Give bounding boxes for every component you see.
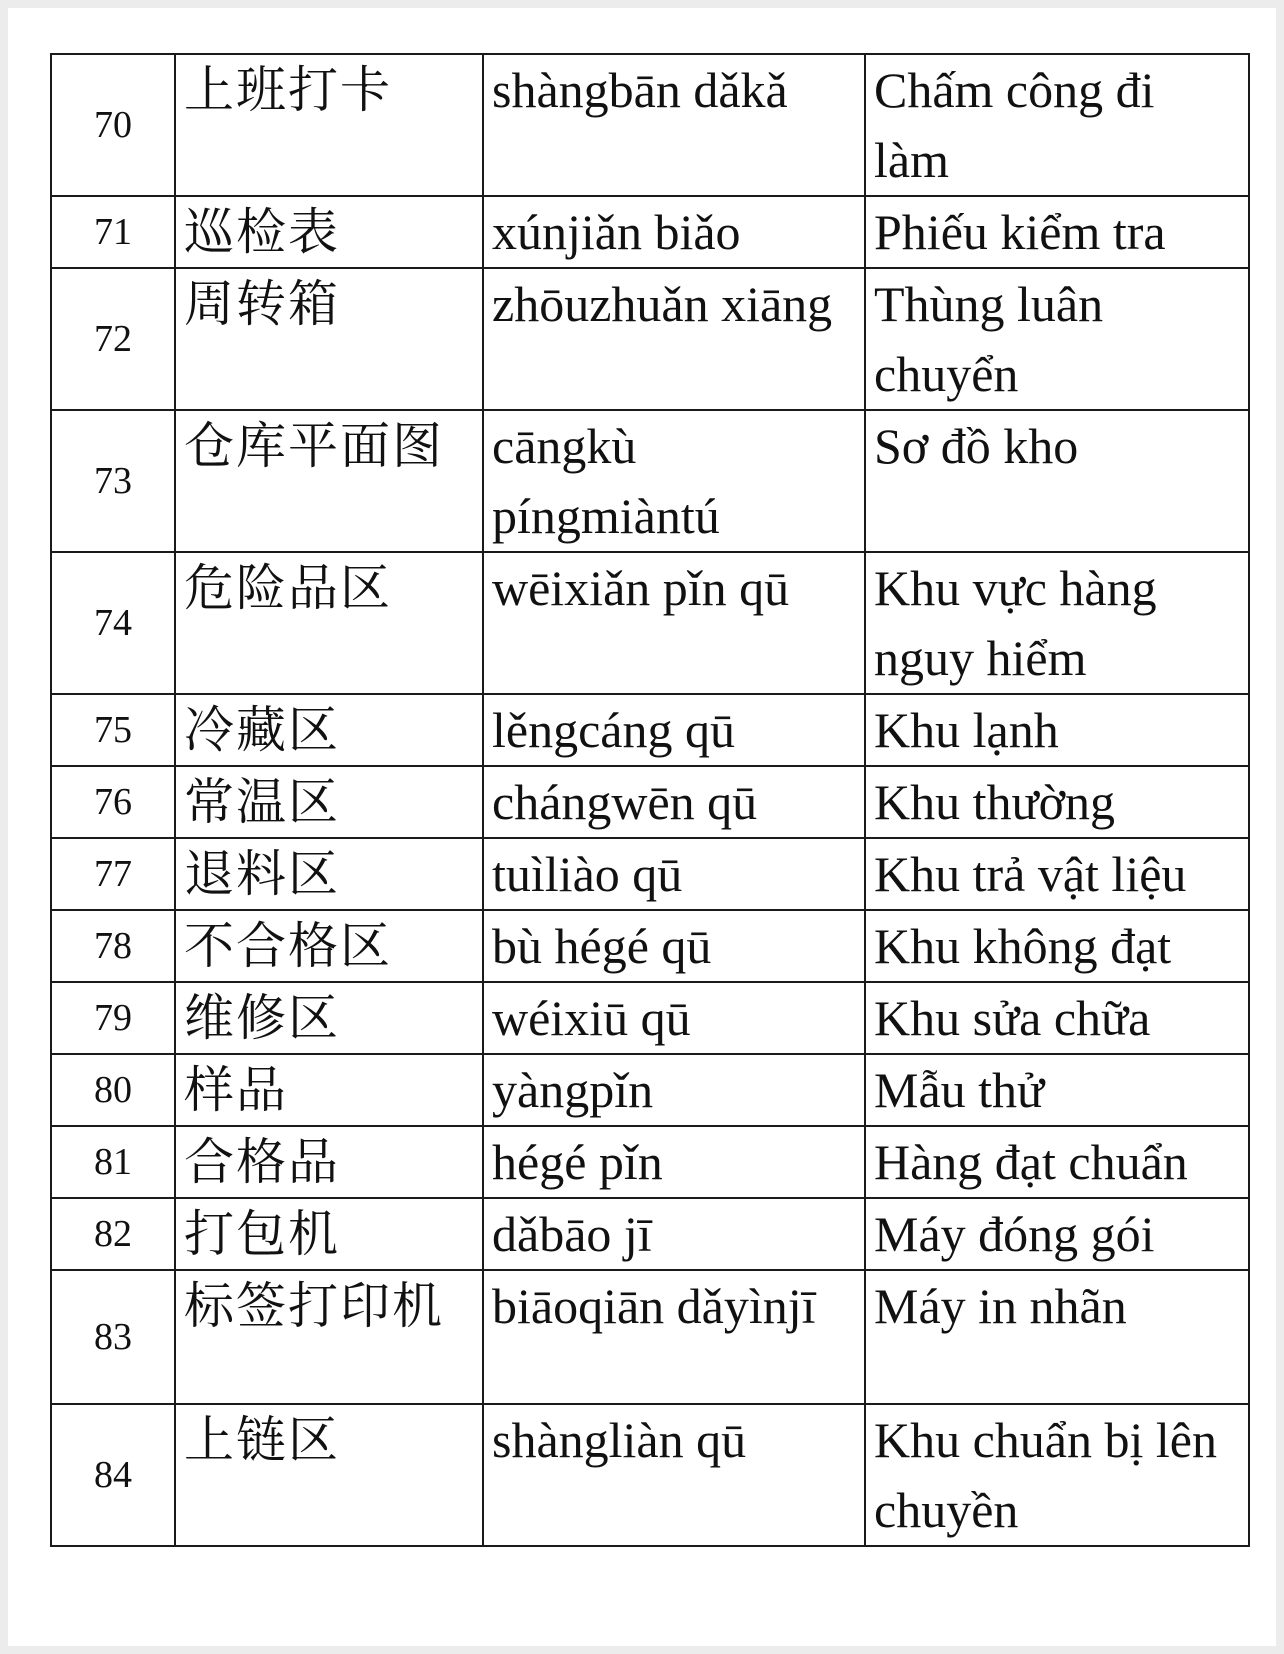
row-number: 71 — [51, 196, 175, 268]
vietnamese-meaning: Khu lạnh — [865, 694, 1249, 766]
table-row — [51, 694, 1249, 766]
vietnamese-meaning: Thùng luân chuyển — [865, 268, 1249, 410]
table-row — [51, 1198, 1249, 1270]
vietnamese-meaning: Khu vực hàng nguy hiểm — [865, 552, 1249, 694]
row-number: 75 — [51, 694, 175, 766]
chinese-term: 样品 — [175, 1054, 483, 1126]
pinyin-cell: bù hégé qū — [483, 910, 865, 982]
chinese-term: 巡检表 — [175, 196, 483, 268]
vocabulary-table — [50, 53, 1250, 1547]
pinyin-cell: cāngkù píngmiàntú — [483, 410, 865, 552]
vietnamese-meaning: Máy in nhãn — [865, 1270, 1249, 1404]
pinyin-cell: zhōuzhuǎn xiāng — [483, 268, 865, 410]
chinese-term: 冷藏区 — [175, 694, 483, 766]
pinyin-cell: shàngbān dǎkǎ — [483, 54, 865, 196]
vietnamese-meaning: Chấm công đi làm — [865, 54, 1249, 196]
row-number: 83 — [51, 1270, 175, 1404]
row-number: 72 — [51, 268, 175, 410]
vietnamese-meaning: Hàng đạt chuẩn — [865, 1126, 1249, 1198]
table-row — [51, 1270, 1249, 1404]
row-number: 74 — [51, 552, 175, 694]
pinyin-cell: wēixiǎn pǐn qū — [483, 552, 865, 694]
pinyin-cell: wéixiū qū — [483, 982, 865, 1054]
vietnamese-meaning: Mẫu thử — [865, 1054, 1249, 1126]
pinyin-cell: dǎbāo jī — [483, 1198, 865, 1270]
chinese-term: 常温区 — [175, 766, 483, 838]
row-number: 80 — [51, 1054, 175, 1126]
row-number: 84 — [51, 1404, 175, 1546]
table-row — [51, 982, 1249, 1054]
vietnamese-meaning: Khu thường — [865, 766, 1249, 838]
vocabulary-table-body — [51, 54, 1249, 1546]
row-number: 79 — [51, 982, 175, 1054]
table-row — [51, 766, 1249, 838]
table-row — [51, 910, 1249, 982]
chinese-term: 不合格区 — [175, 910, 483, 982]
vietnamese-meaning: Khu trả vật liệu — [865, 838, 1249, 910]
vietnamese-meaning: Khu sửa chữa — [865, 982, 1249, 1054]
row-number: 82 — [51, 1198, 175, 1270]
chinese-term: 周转箱 — [175, 268, 483, 410]
chinese-term: 退料区 — [175, 838, 483, 910]
chinese-term: 仓库平面图 — [175, 410, 483, 552]
chinese-term: 维修区 — [175, 982, 483, 1054]
chinese-term: 上链区 — [175, 1404, 483, 1546]
table-row — [51, 838, 1249, 910]
vietnamese-meaning: Sơ đồ kho — [865, 410, 1249, 552]
vietnamese-meaning: Khu chuẩn bị lên chuyền — [865, 1404, 1249, 1546]
table-row — [51, 196, 1249, 268]
vietnamese-meaning: Khu không đạt — [865, 910, 1249, 982]
table-row — [51, 1126, 1249, 1198]
pinyin-cell: yàngpǐn — [483, 1054, 865, 1126]
pinyin-cell: xúnjiǎn biǎo — [483, 196, 865, 268]
pinyin-cell: lěngcáng qū — [483, 694, 865, 766]
row-number: 77 — [51, 838, 175, 910]
table-row — [51, 268, 1249, 410]
chinese-term: 标签打印机 — [175, 1270, 483, 1404]
table-row — [51, 410, 1249, 552]
row-number: 73 — [51, 410, 175, 552]
vietnamese-meaning: Máy đóng gói — [865, 1198, 1249, 1270]
chinese-term: 合格品 — [175, 1126, 483, 1198]
table-row — [51, 1404, 1249, 1546]
pinyin-cell: chángwēn qū — [483, 766, 865, 838]
pinyin-cell: shàngliàn qū — [483, 1404, 865, 1546]
table-row — [51, 54, 1249, 196]
chinese-term: 上班打卡 — [175, 54, 483, 196]
chinese-term: 危险品区 — [175, 552, 483, 694]
pinyin-cell: biāoqiān dǎyìnjī — [483, 1270, 865, 1404]
row-number: 76 — [51, 766, 175, 838]
row-number: 78 — [51, 910, 175, 982]
row-number: 81 — [51, 1126, 175, 1198]
pinyin-cell: hégé pǐn — [483, 1126, 865, 1198]
table-row — [51, 1054, 1249, 1126]
table-row — [51, 552, 1249, 694]
row-number: 70 — [51, 54, 175, 196]
chinese-term: 打包机 — [175, 1198, 483, 1270]
vietnamese-meaning: Phiếu kiểm tra — [865, 196, 1249, 268]
pinyin-cell: tuìliào qū — [483, 838, 865, 910]
